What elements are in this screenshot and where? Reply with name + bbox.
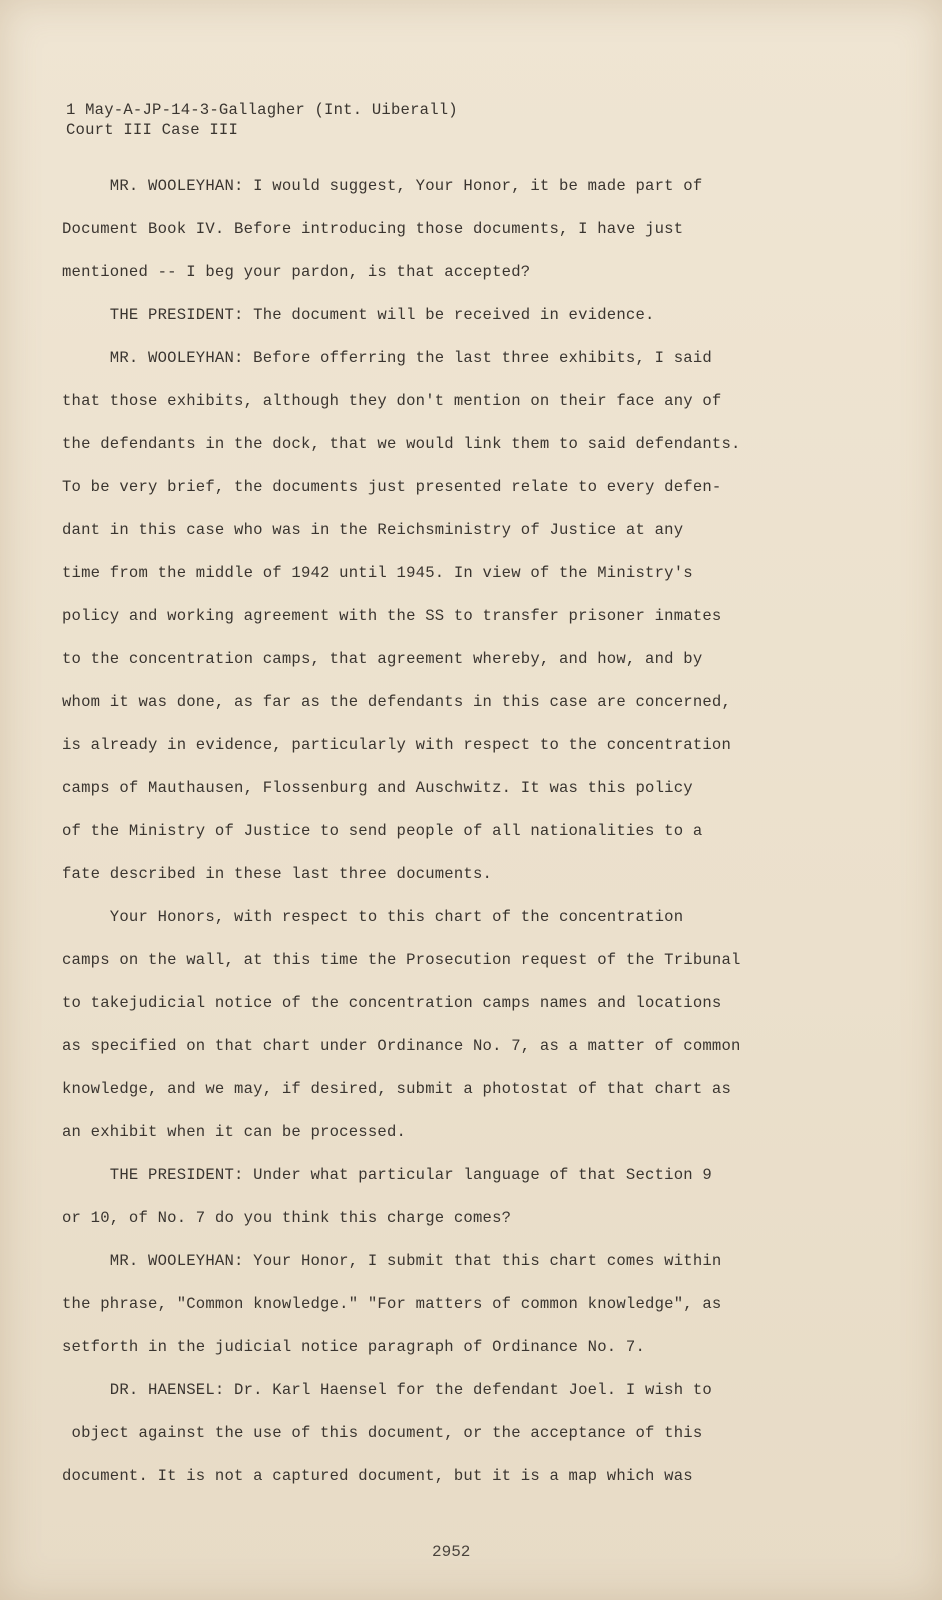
text-line: dant in this case who was in the Reichsministry of Justice at any: [62, 521, 684, 539]
text-line: an exhibit when it can be processed.: [62, 1123, 407, 1141]
text-line: as specified on that chart under Ordinance No. 7, as a matter of common: [62, 1037, 741, 1055]
text-line: knowledge, and we may, if desired, submit a photostat of that chart as: [62, 1080, 732, 1098]
text-line: Document Book IV. Before introducing those documents, I have just: [62, 220, 684, 238]
text-line: Your Honors, with respect to this chart of the concentration: [62, 908, 684, 926]
text-line: to the concentration camps, that agreement whereby, and how, and by: [62, 650, 703, 668]
text-line: MR. WOOLEYHAN: I would suggest, Your Honor, it be made part of: [62, 177, 703, 195]
text-line: camps of Mauthausen, Flossenburg and Auschwitz. It was this policy: [62, 779, 693, 797]
text-line: to takejudicial notice of the concentration camps names and locations: [62, 994, 722, 1012]
text-line: is already in evidence, particularly with respect to the concentration: [62, 736, 732, 754]
text-line: policy and working agreement with the SS to transfer prisoner inmates: [62, 607, 722, 625]
text-line: that those exhibits, although they don't mention on their face any of: [62, 392, 722, 410]
text-line: the defendants in the dock, that we would link them to said defendants.: [62, 435, 741, 453]
text-line: document. It is not a captured document, but it is a map which was: [62, 1467, 693, 1485]
page-number: 2952: [432, 1543, 471, 1561]
text-line: whom it was done, as far as the defendants in this case are concerned,: [62, 693, 732, 711]
text-line: MR. WOOLEYHAN: Your Honor, I submit that this chart comes within: [62, 1252, 722, 1270]
text-line: fate described in these last three documents.: [62, 865, 493, 883]
text-line: the phrase, "Common knowledge." "For matters of common knowledge", as: [62, 1295, 722, 1313]
text-line: of the Ministry of Justice to send people of all nationalities to a: [62, 822, 703, 840]
text-line: DR. HAENSEL: Dr. Karl Haensel for the defendant Joel. I wish to: [62, 1381, 712, 1399]
text-line: To be very brief, the documents just presented relate to every defen-: [62, 478, 722, 496]
text-line: time from the middle of 1942 until 1945. In view of the Ministry's: [62, 564, 693, 582]
text-line: object against the use of this document, or the acceptance of this: [62, 1424, 703, 1442]
text-line: THE PRESIDENT: Under what particular language of that Section 9: [62, 1166, 712, 1184]
text-line: or 10, of No. 7 do you think this charge comes?: [62, 1209, 512, 1227]
text-line: camps on the wall, at this time the Prosecution request of the Tribunal: [62, 951, 741, 969]
document-header: [66, 100, 458, 140]
header-line-2: Court III Case III: [66, 121, 239, 139]
header-line-1: 1 May-A-JP-14-3-Gallagher (Int. Uiberall): [66, 101, 458, 119]
text-line: MR. WOOLEYHAN: Before offerring the last three exhibits, I said: [62, 349, 712, 367]
text-line: THE PRESIDENT: The document will be received in evidence.: [62, 306, 655, 324]
text-line: mentioned -- I beg your pardon, is that accepted?: [62, 263, 531, 281]
text-line: setforth in the judicial notice paragraph of Ordinance No. 7.: [62, 1338, 646, 1356]
